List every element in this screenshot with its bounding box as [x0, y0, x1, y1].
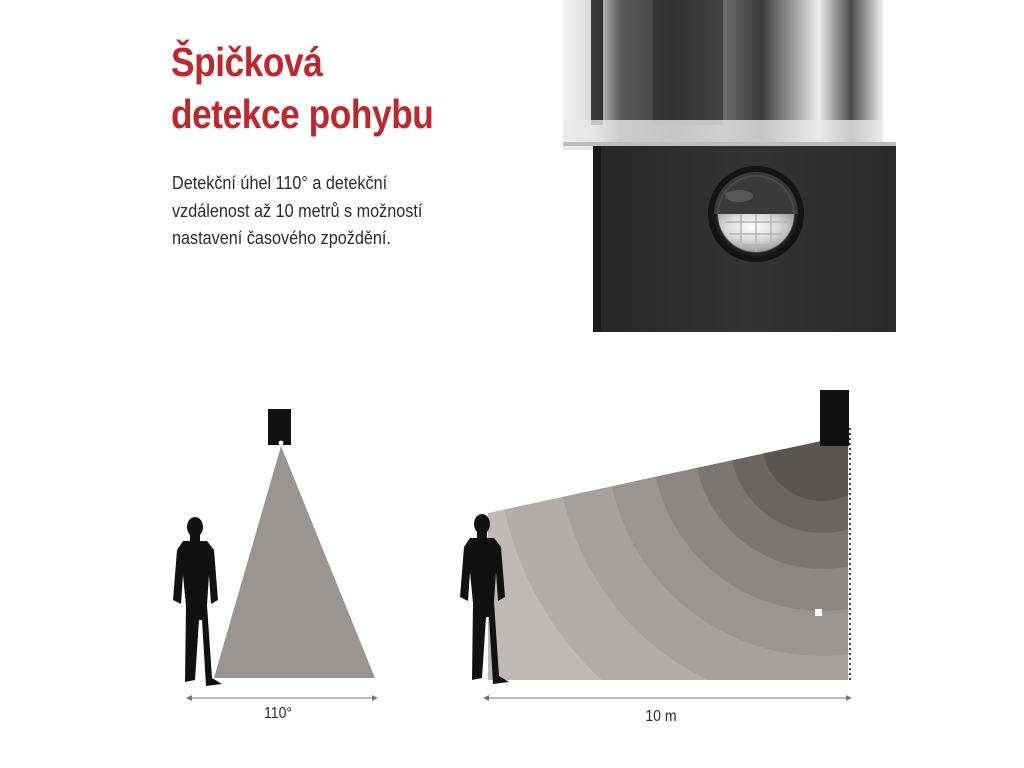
headline-line-1: Špičková [171, 39, 323, 85]
wall-lamp-small [268, 409, 291, 445]
angle-diagram [173, 409, 378, 701]
angle-dimension-line [186, 695, 378, 701]
angle-label: 110° [263, 705, 293, 722]
distance-dimension-line [483, 695, 852, 701]
marker-square [815, 609, 822, 616]
description-line-3: nastavení časového zpoždění. [172, 228, 391, 248]
description-line-1: Detekční úhel 110° a detekční [172, 173, 388, 193]
headline [171, 36, 481, 140]
distance-label: 10 m [645, 708, 677, 725]
sensor-dot [279, 441, 284, 446]
description-line-2: vzdálenost až 10 metrů s možností [172, 200, 423, 221]
range-diagram [460, 380, 1024, 720]
lamp-sensor-photo [563, 0, 896, 332]
person-silhouette-left [173, 517, 222, 686]
detection-cone [214, 446, 375, 678]
headline-line-2: detekce pohybu [171, 91, 434, 137]
description [172, 170, 496, 253]
detection-diagram [0, 380, 1024, 720]
wall-lamp-large [820, 390, 849, 446]
